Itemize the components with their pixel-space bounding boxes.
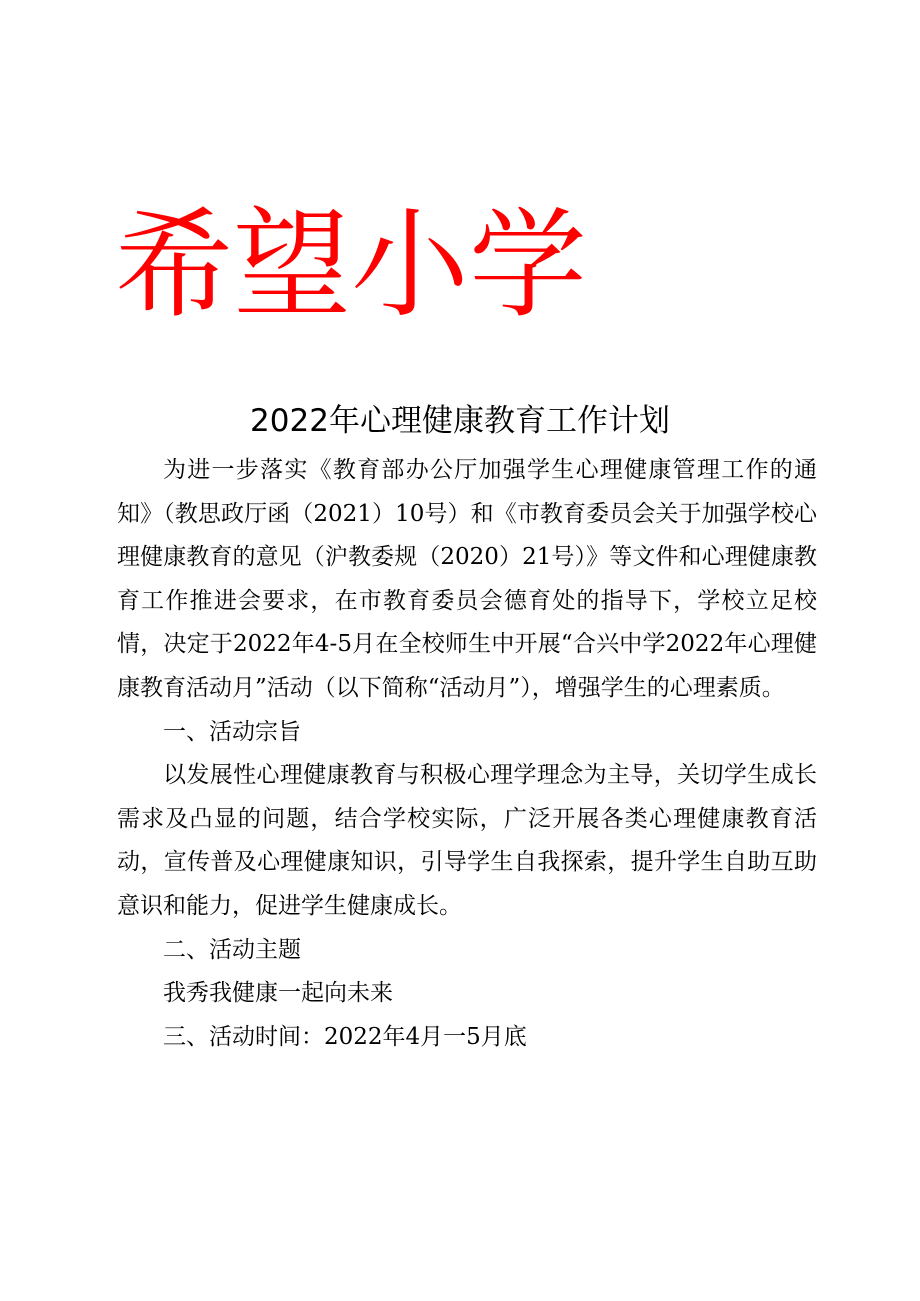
school-name: 希望小学 — [115, 196, 588, 334]
document-body — [117, 449, 817, 1059]
section-2-body: 我秀我健康一起向未来 — [163, 980, 393, 1007]
section-1-heading: 一、活动宗旨 — [163, 718, 301, 745]
document-title: 2022年心理健康教育工作计划 — [250, 403, 670, 439]
section-2-heading: 二、活动主题 — [163, 936, 301, 963]
intro-paragraph: 为进一步落实《教育部办公厅加强学生心理健康管理工作的通知》（教思政厅函（2021）10号）和《市教育委员会关于加强学校心理健康教育的意见（沪教委规（2020）21号）》等文件和心理健康教育工作推进会要求，在市教育委员会德育处的指导下，学校立足校情，决定于2022年4-5月在全校师生中开展“合兴中学2022年心理健康教育活动月”活动（以下简称“活动月”），增强学生的心理素质。 — [117, 457, 817, 701]
section-3-heading: 三、活动时间：2022年4月一5月底 — [163, 1023, 527, 1050]
section-1-body: 以发展性心理健康教育与积极心理学理念为主导，关切学生成长需求及凸显的问题，结合学校实际，广泛开展各类心理健康教育活动，宣传普及心理健康知识，引导学生自我探索，提升学生自助互助意识和能力，促进学生健康成长。 — [117, 762, 817, 919]
